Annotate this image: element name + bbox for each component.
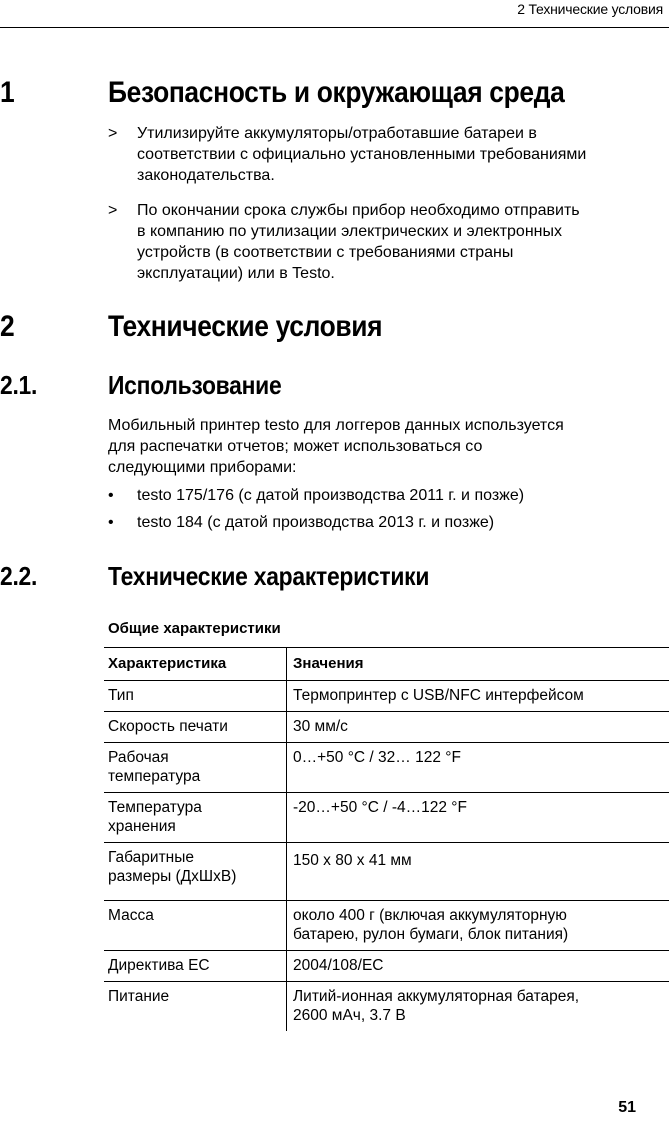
table-row [104,901,669,951]
table-cell-value: Термопринтер с USB/NFC интерфейсом [287,681,669,712]
running-header: 2 Технические условия [517,1,663,17]
table-cell-label: Скорость печати [104,712,287,743]
list-item-text: testo 184 (с датой производства 2013 г. и позже) [137,514,495,531]
header-divider [0,27,669,28]
table-cell-label: Рабочая температура [104,743,287,793]
bullet-marker: • [108,514,114,531]
table-cell-label: Тип [104,681,287,712]
table-cell-value: около 400 г (включая аккумуляторную батарею, рулон бумаги, блок питания) [287,901,669,951]
list-item-text: testo 175/176 (с датой производства 2011 г. и позже) [137,487,525,504]
usage-intro-paragraph: Мобильный принтер testo для логгеров данных используется для распечатки отчетов; может использоваться со следующими приборами: [108,417,564,476]
table-cell-label: Директива ЕС [104,951,287,982]
column-header-values: Значения [287,648,669,681]
list-item-text: Утилизируйте аккумуляторы/отработавшие батареи в соответствии с официально установленными требованиями законодательства. [137,125,587,184]
table-cell-value: 30 мм/с [287,712,669,743]
table-cell-label: Масса [104,901,287,951]
table-cell-label: Габаритные размеры (ДхШхВ) [104,843,287,901]
table-cell-label: Температура хранения [104,793,287,843]
table-cell-value: 0…+50 °C / 32… 122 °F [287,743,669,793]
table-cell-value: 2004/108/EC [287,951,669,982]
table-title: Общие характеристики [108,620,281,637]
section-2-1-number: 2.1. [0,370,38,400]
section-1-title: Безопасность и окружающая среда [108,76,565,109]
table-row [104,982,669,1032]
section-2-2-title: Технические характеристики [108,561,430,591]
table-row [104,743,669,793]
table-row [104,843,669,901]
specifications-table [104,647,669,1031]
list-marker: > [108,202,118,219]
page-number: 51 [618,1099,636,1116]
section-2-2-number: 2.2. [0,561,38,591]
table-cell-label: Питание [104,982,287,1032]
section-2-number: 2 [0,310,15,343]
section-2-1-title: Использование [108,370,282,400]
section-2-title: Технические условия [108,310,383,343]
bullet-marker: • [108,487,114,504]
list-marker: > [108,125,118,142]
table-row [104,793,669,843]
section-1-number: 1 [0,76,15,109]
table-row [104,712,669,743]
list-item-text: По окончании срока службы прибор необходимо отправить в компанию по утилизации электрических и электронных устройств (в соответствии с требованиями страны эксплуатации) или в Testo. [137,202,580,282]
table-cell-value: 150 x 80 x 41 мм [287,843,669,901]
table-cell-value: Литий-ионная аккумуляторная батарея, 2600 мАч, 3.7 В [287,982,669,1032]
table-cell-value: -20…+50 °C / -4…122 °F [287,793,669,843]
table-row [104,951,669,982]
table-header-row [104,648,669,681]
table-row [104,681,669,712]
column-header-characteristic: Характеристика [104,648,287,681]
